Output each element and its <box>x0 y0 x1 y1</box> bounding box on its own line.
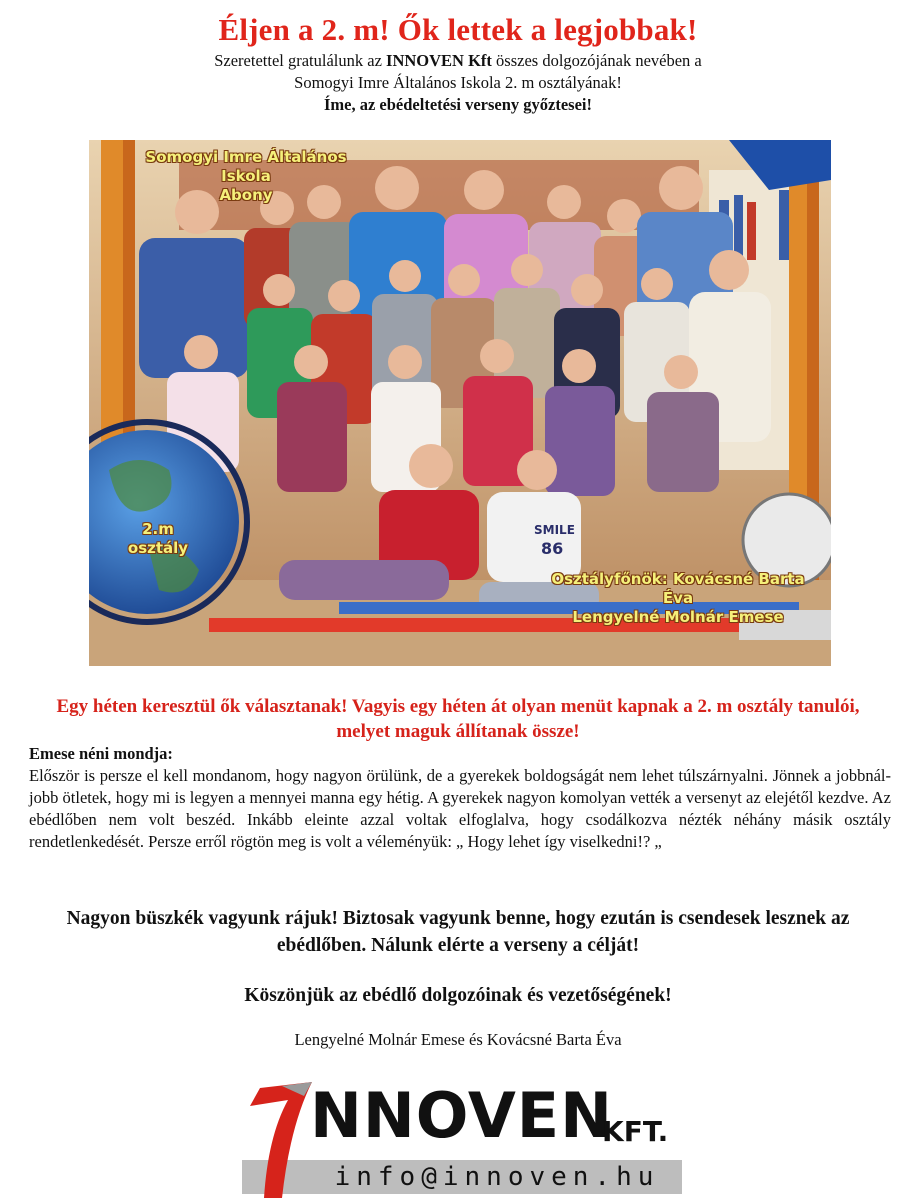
signature-line: Lengyelné Molnár Emese és Kovácsné Barta Éva <box>294 1030 622 1049</box>
shirt-number: 86 <box>541 539 564 558</box>
school-town: Abony <box>219 186 273 204</box>
company-name: INNOVEN Kft <box>386 51 492 70</box>
congrats-line-1: Szeretettel gratulálunk az INNOVEN Kft összes dolgozójának nevében a <box>214 51 702 70</box>
thanks-line: Köszönjük az ebédlő dolgozóinak és vezetőségének! <box>244 985 672 1006</box>
logo-email[interactable]: info@innoven.hu <box>334 1162 660 1192</box>
shirt-text: SMILE <box>534 523 575 537</box>
teachers-caption <box>547 570 809 627</box>
speaker-heading: Emese néni mondja: <box>29 744 173 763</box>
head-teacher: Osztályfőnök: Kovácsné Barta Éva <box>551 570 805 607</box>
logo-kft: KFT. <box>602 1115 669 1148</box>
innoven-logo <box>242 1076 682 1200</box>
co-teacher: Lengyelné Molnár Emese <box>572 608 784 626</box>
proud-paragraph: Nagyon büszkék vagyunk rájuk! Biztosak vagyunk benne, hogy ezután is csendesek lesznek az ebédlőben. Nálunk elérte a verseny a célját! <box>66 908 850 956</box>
class-name: 2.m <box>142 520 174 538</box>
class-photo <box>89 140 831 666</box>
congrats-line-2: Somogyi Imre Általános Iskola 2. m osztályának! <box>294 73 622 92</box>
winners-line: Íme, az ebédeltetési verseny győztesei! <box>323 95 593 114</box>
page-title: Éljen a 2. m! Ők lettek a legjobbak! <box>218 12 698 47</box>
class-caption <box>121 520 195 558</box>
school-caption <box>141 148 351 205</box>
body-paragraph: Először is persze el kell mondanom, hogy nagyon örülünk, de a gyerekek boldogságát nem lehet túlszárnyalni. Jönnek a jobbnál-jobb ötletek, hogy mi is legyen a mennyei manna egy hétig. A gyerekek nagyon komolyan vették a versenyt az elejétől kezdve. Az ebédlőben nem volt beszéd. Inkább eleinte azzal voltak elfoglalva, hogy csodálkozva nézték néhány másik osztály rendetlenkedését. Persze erről rögtön meg is volt a véleményük: „ Hogy lehet így viselkedni!? „ <box>29 766 891 851</box>
highlight-paragraph: Egy héten keresztül ők választanak! Vagyis egy héten át olyan menüt kapnak a 2. m osztály tanulói, melyet maguk állítanak össze! <box>56 696 860 742</box>
school-name: Somogyi Imre Általános Iskola <box>145 148 347 185</box>
class-label: osztály <box>127 539 189 557</box>
logo-wordmark: NNOVEN <box>310 1079 614 1152</box>
